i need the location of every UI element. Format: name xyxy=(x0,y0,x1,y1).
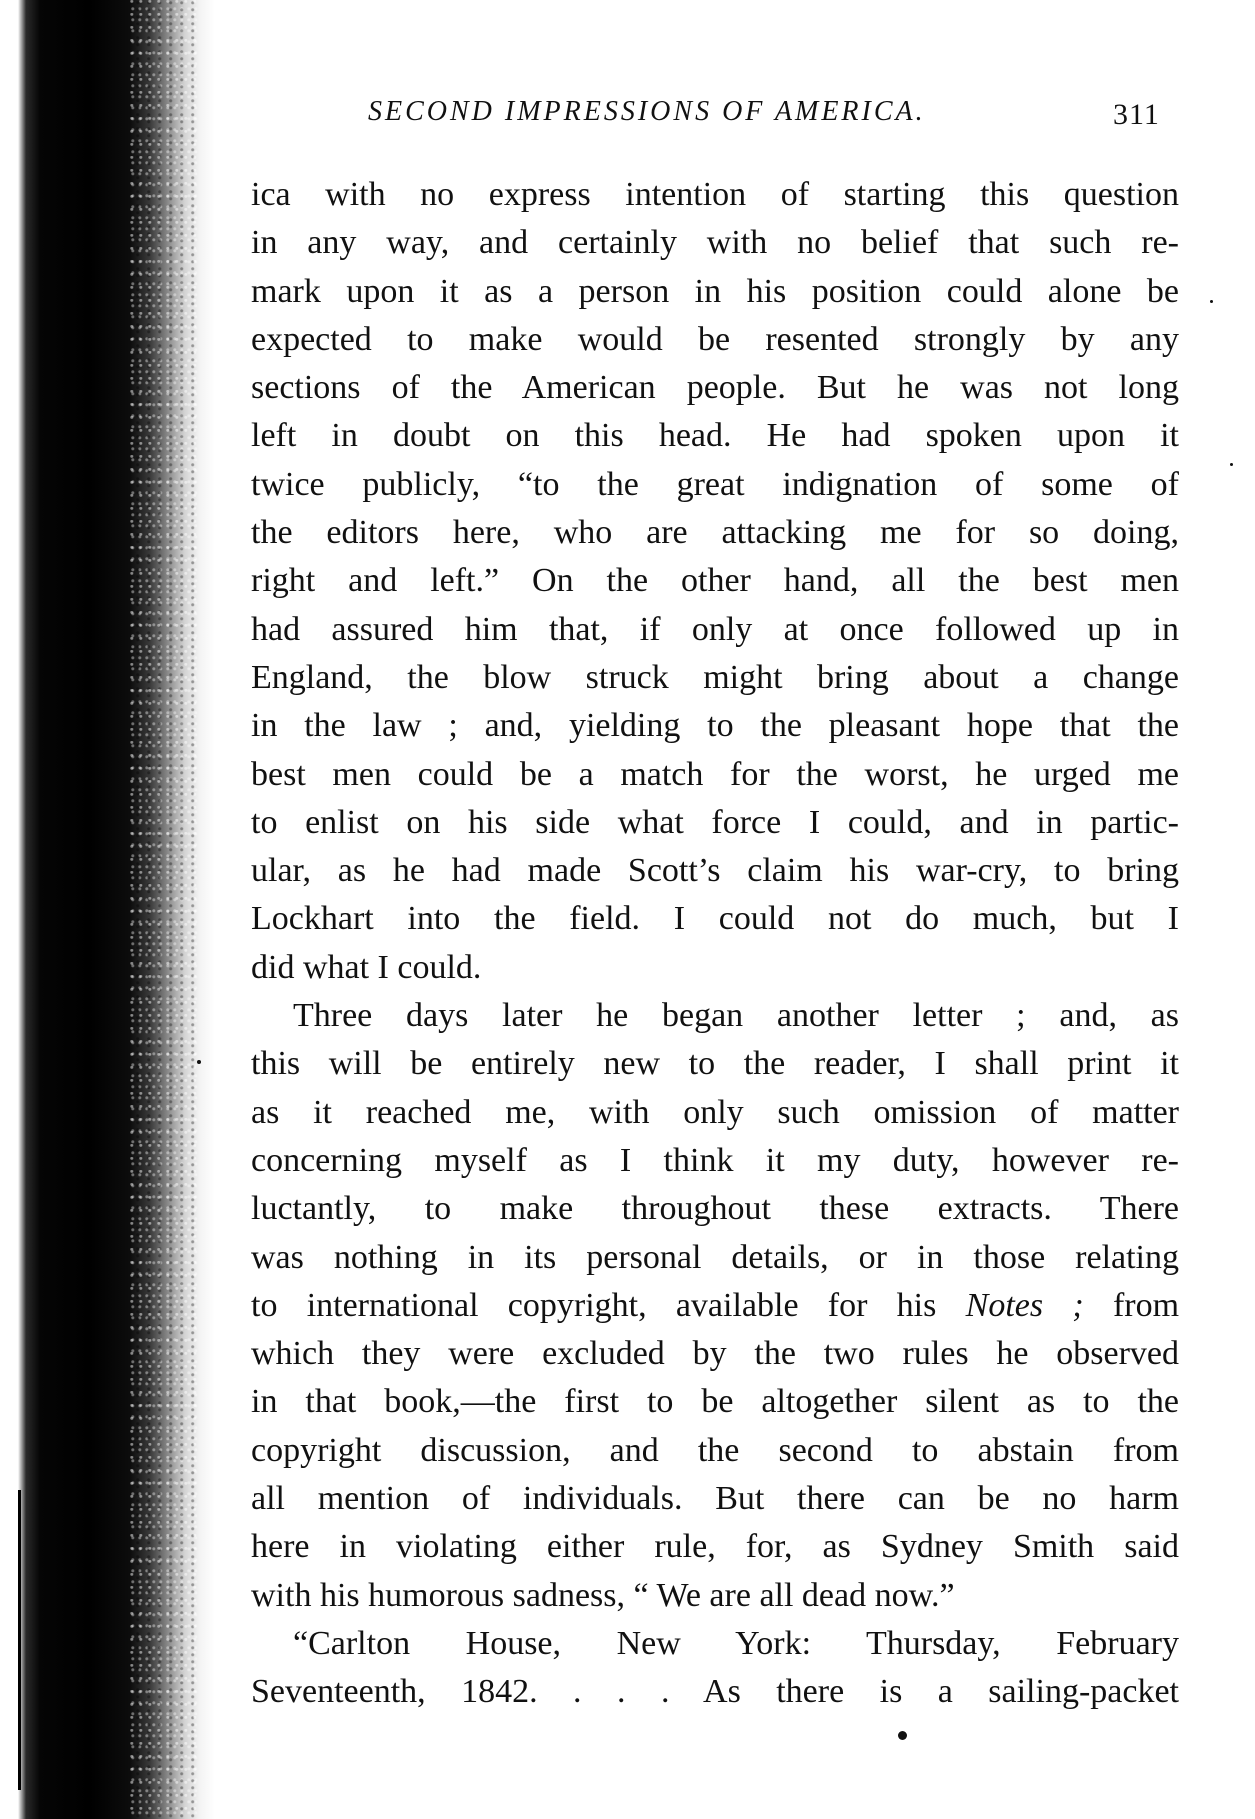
text-line: mark upon it as a person in his position could alone be xyxy=(251,272,1179,310)
text-line: expected to make would be resented strongly by any xyxy=(251,320,1179,358)
text-line: here in violating either rule, for, as Sydney Smith said xyxy=(251,1528,1179,1566)
text-line: luctantly, to make throughout these extracts. There xyxy=(251,1190,1179,1228)
text-line: in the law ; and, yielding to the pleasant hope that the xyxy=(251,707,1179,745)
text-line: Lockhart into the field. I could not do much, but I xyxy=(251,900,1179,938)
text-line: the editors here, who are attacking me for so doing, xyxy=(251,514,1179,552)
text-line: ular, as he had made Scott’s claim his war-cry, to bring xyxy=(251,852,1179,890)
text-line: which they were excluded by the two rules he observed xyxy=(251,1335,1179,1373)
text-line: right and left.” On the other hand, all the best men xyxy=(251,562,1179,600)
ink-speck xyxy=(898,1731,907,1740)
italic-title-notes: Notes ; xyxy=(965,1286,1084,1324)
text-segment: from xyxy=(1112,1286,1180,1324)
ink-speck xyxy=(1230,463,1233,466)
text-line: did what I could. xyxy=(251,948,482,986)
text-line: to enlist on his side what force I could, and in partic- xyxy=(251,803,1179,841)
running-head: SECOND IMPRESSIONS OF AMERICA. xyxy=(368,96,926,127)
text-line: “Carlton House, New York: Thursday, February xyxy=(293,1624,1179,1662)
text-line: in any way, and certainly with no belief that such re- xyxy=(251,224,1179,262)
ink-speck xyxy=(197,1060,201,1064)
text-line: all mention of individuals. But there can be no harm xyxy=(251,1480,1179,1518)
text-line: was nothing in its personal details, or in those relating xyxy=(251,1238,1179,1276)
text-line: ica with no express intention of starting this question xyxy=(251,176,1179,213)
text-line: England, the blow struck might bring about a change xyxy=(251,658,1179,696)
scan-edge-line xyxy=(18,1490,21,1790)
text-line: sections of the American people. But he was not long xyxy=(251,369,1179,407)
text-line: best men could be a match for the worst, he urged me xyxy=(251,755,1179,793)
scan-noise xyxy=(130,0,200,1819)
text-line: in that book,—the first to be altogether silent as to the xyxy=(251,1383,1179,1421)
text-line: twice publicly, “to the great indignation of some of xyxy=(251,465,1179,503)
text-line xyxy=(251,1282,1179,1330)
text-line: copyright discussion, and the second to abstain from xyxy=(251,1431,1179,1469)
ink-speck xyxy=(1210,300,1213,303)
text-line: left in doubt on this head. He had spoken upon it xyxy=(251,417,1179,455)
text-line: as it reached me, with only such omission of matter xyxy=(251,1093,1179,1131)
text-line: this will be entirely new to the reader, I shall print it xyxy=(251,1045,1179,1083)
page-number: 311 xyxy=(1113,98,1160,131)
text-line: had assured him that, if only at once followed up in xyxy=(251,610,1179,648)
body-text xyxy=(251,171,1179,1717)
text-segment: to international copyright, available for his xyxy=(251,1286,937,1324)
text-line: Seventeenth, 1842. . . . As there is a sailing-packet xyxy=(251,1673,1179,1711)
text-line: Three days later he began another letter ; and, as xyxy=(293,997,1179,1035)
text-line: with his humorous sadness, “ We are all dead now.” xyxy=(251,1576,955,1614)
text-line: concerning myself as I think it my duty, however re- xyxy=(251,1141,1179,1179)
